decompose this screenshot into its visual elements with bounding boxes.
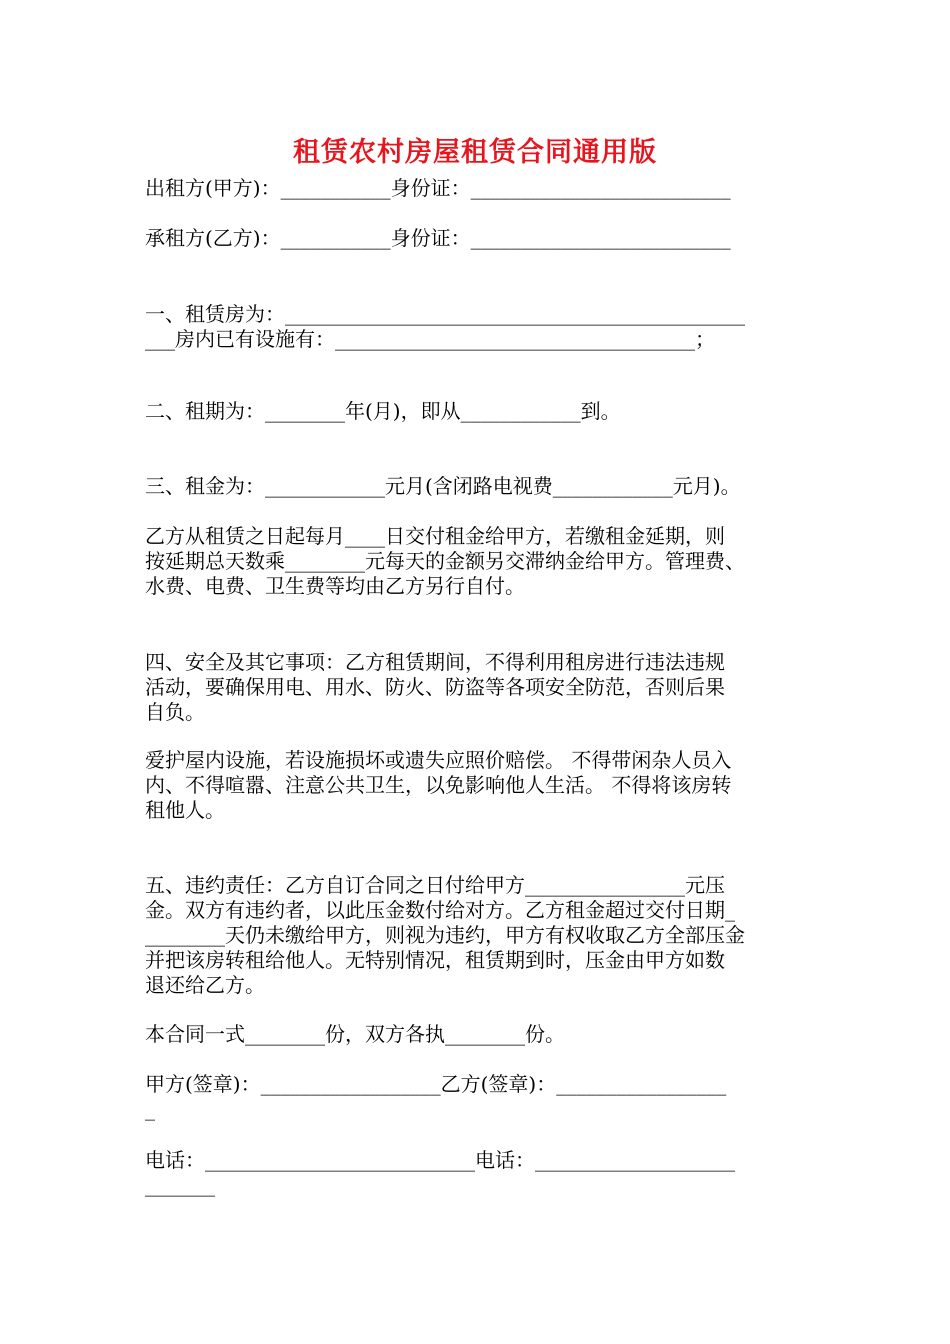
- facilities-line-2: 内、不得喧嚣、注意公共卫生，以免影响他人生活。 不得将该房转: [145, 773, 732, 797]
- lessor-line: 出租方(甲方)：___________身份证：__________________________: [145, 176, 731, 200]
- clause-4-line-2: 活动，要确保用电、用水、防火、防盗等各项安全防范，否则后果: [145, 675, 725, 699]
- signature-line: 甲方(签章)：__________________乙方(签章)：_________________: [145, 1072, 727, 1096]
- clause-2-term: 二、租期为：________年(月)，即从____________到。: [145, 399, 621, 423]
- document-title: 租赁农村房屋租赁合同通用版: [293, 137, 657, 168]
- clause-5-line-2: 金。双方有违约者，以此压金数付给对方。乙方租金超过交付日期_: [145, 898, 735, 922]
- clause-3-rent: 三、租金为：____________元月(含闭路电视费____________元月)。: [145, 474, 741, 498]
- clause-5-line-4: 并把该房转租给他人。无特别情况，租赁期到时，压金由甲方如数: [145, 948, 725, 972]
- lessee-line: 承租方(乙方)：___________身份证：__________________________: [145, 226, 731, 250]
- facilities-line-1: 爱护屋内设施，若设施损坏或遗失应照价赔偿。 不得带闲杂人员入: [145, 748, 732, 772]
- clause-1-property: 一、租赁房为：______________________________________________: [145, 302, 745, 326]
- clause-5-line-1: 五、违约责任：乙方自订合同之日付给甲方________________元压: [145, 873, 725, 897]
- facilities-line-3: 租他人。: [145, 798, 225, 822]
- rent-payment-line-1: 乙方从租赁之日起每月____日交付租金给甲方，若缴租金延期，则: [145, 524, 725, 548]
- phone-line-wrap: _______: [145, 1173, 215, 1197]
- clause-5-line-3: ________天仍未缴给甲方，则视为违约，甲方有权收取乙方全部压金: [145, 923, 745, 947]
- clause-4-line-3: 自负。: [145, 700, 205, 724]
- rent-payment-line-3: 水费、电费、卫生费等均由乙方另行自付。: [145, 574, 525, 598]
- clause-1-facilities: ___房内已有设施有：____________________________________；: [145, 327, 715, 351]
- clause-5-line-5: 退还给乙方。: [145, 973, 265, 997]
- signature-line-wrap: _: [145, 1097, 155, 1121]
- phone-line: 电话：___________________________电话：____________________: [145, 1148, 735, 1172]
- rent-payment-line-2: 按延期总天数乘________元每天的金额另交滞纳金给甲方。管理费、: [145, 549, 745, 573]
- copies-line: 本合同一式________份，双方各执________份。: [145, 1022, 565, 1046]
- clause-4-line-1: 四、安全及其它事项：乙方租赁期间，不得利用租房进行违法违规: [145, 650, 725, 674]
